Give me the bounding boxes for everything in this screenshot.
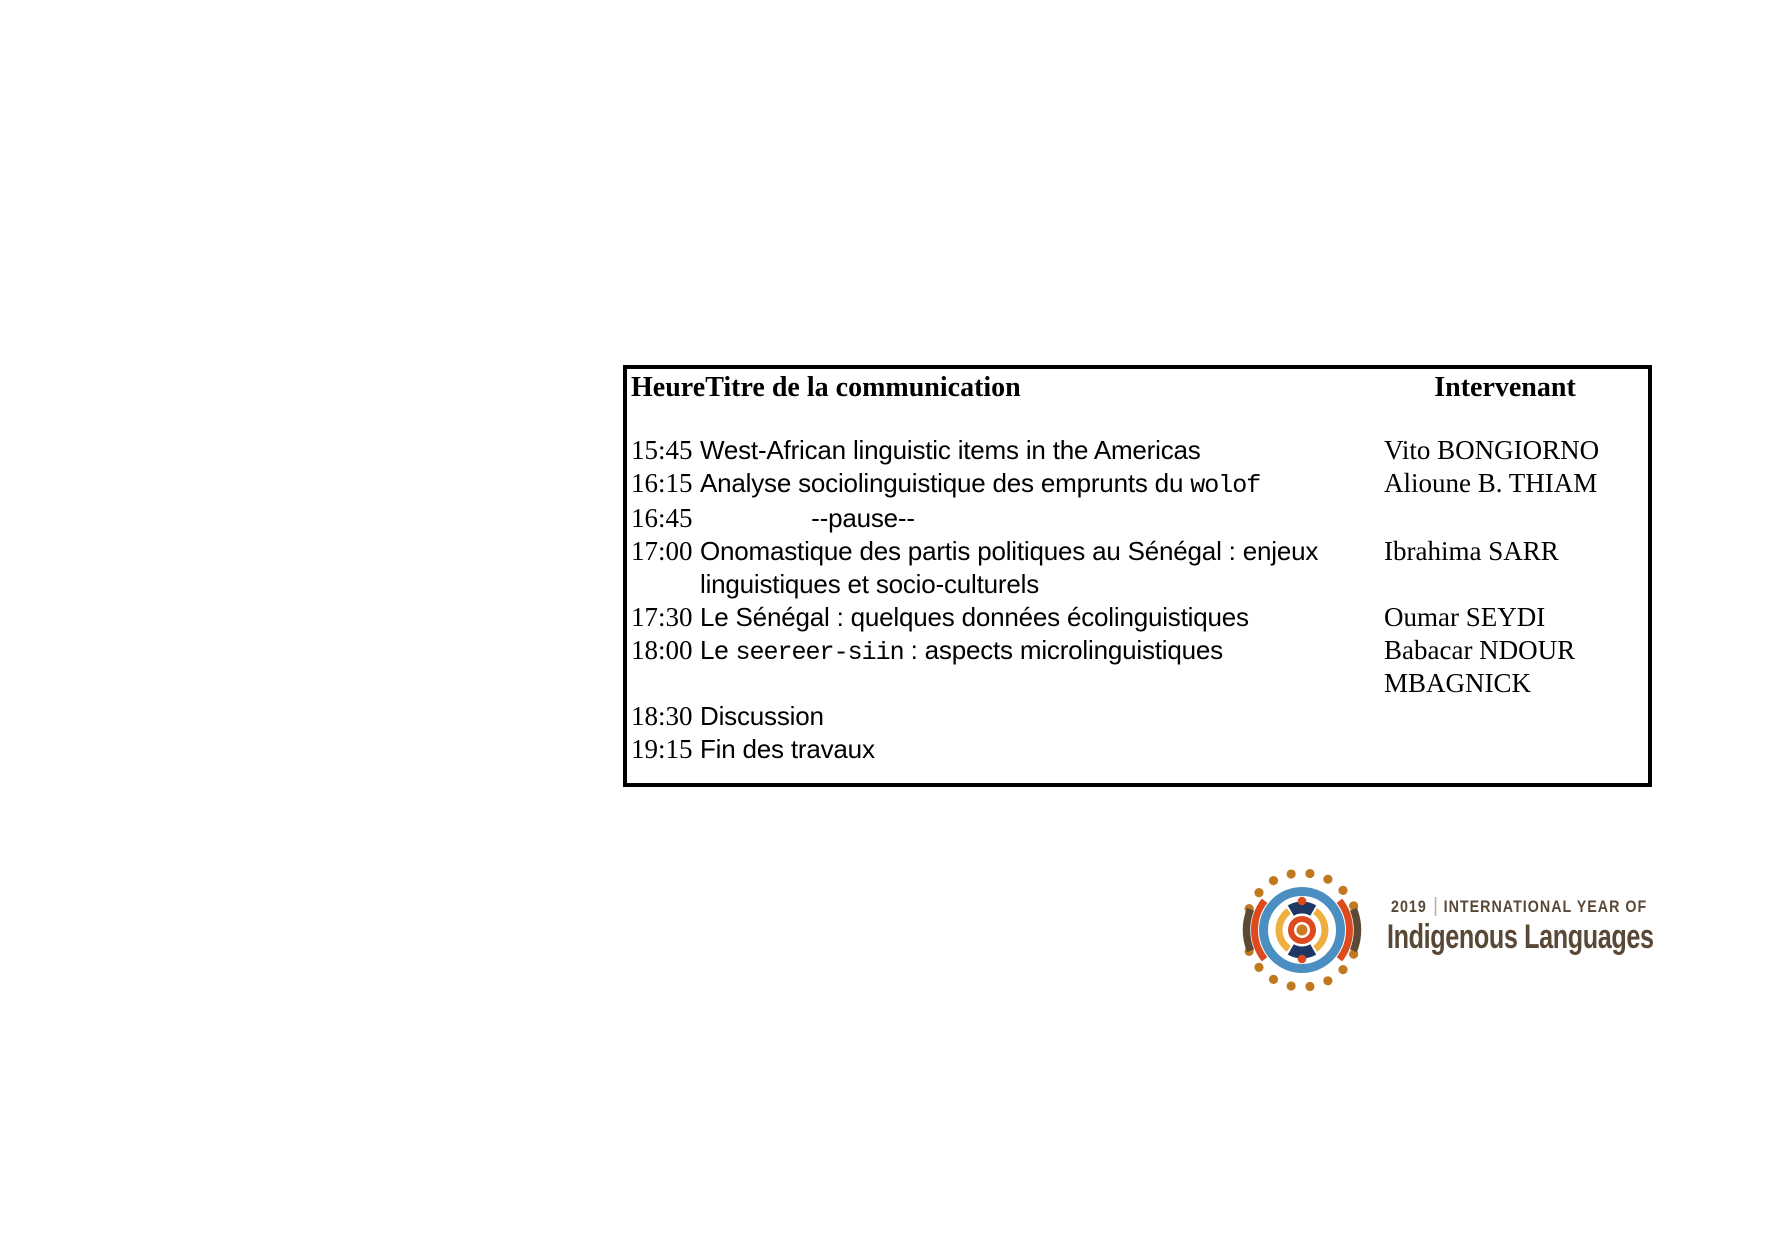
mono-term: wolof (1190, 471, 1261, 500)
talk-title (700, 467, 1384, 502)
talk-title (700, 634, 1384, 669)
pause-label: --pause-- (811, 503, 915, 533)
speaker-name: Vito BONGIORNO (1384, 435, 1600, 465)
speaker-cell (1384, 434, 1648, 467)
talk-title-line2: linguistiques et socio-culturels (700, 569, 1039, 599)
table-row (627, 634, 1648, 700)
speaker-cell (1384, 634, 1648, 700)
title-cell (700, 733, 1384, 766)
logo-international-year-of: INTERNATIONAL YEAR OF (1443, 897, 1648, 916)
time-cell: 18:30 (631, 701, 693, 731)
speaker-cell (1384, 601, 1648, 634)
speaker-name: Ibrahima SARR (1384, 536, 1559, 566)
time-cell: 19:15 (631, 734, 693, 764)
col-header-heure: Heure (631, 372, 706, 403)
time-cell: 16:15 (631, 468, 693, 498)
logo-year: 2019 (1391, 897, 1427, 916)
talk-title: Le Sénégal : quelques données écolinguistiques (700, 602, 1249, 632)
mono-term: seereer-siin (735, 638, 904, 667)
talk-title: Onomastique des partis politiques au Sénégal : enjeux (700, 536, 1319, 566)
table-row (627, 502, 1648, 535)
table-row (627, 434, 1648, 467)
talk-title: Fin des travaux (700, 734, 875, 764)
time-cell: 18:00 (631, 635, 693, 665)
talk-title: Discussion (700, 701, 824, 731)
logo-top-line (1391, 897, 1647, 917)
time-cell: 17:30 (631, 602, 693, 632)
col-header-intervenant-wrap (1384, 372, 1648, 404)
table-row (627, 700, 1648, 733)
speaker-name: Alioune B. THIAM (1384, 468, 1598, 498)
program-table (623, 365, 1652, 787)
speaker-name: Babacar NDOUR (1384, 635, 1576, 665)
title-text: Analyse sociolinguistique des emprunts du (700, 468, 1191, 498)
speaker-cell (1384, 502, 1648, 535)
speaker-name: Oumar SEYDI (1384, 602, 1546, 632)
title-text: Le (700, 635, 736, 665)
table-row (627, 467, 1648, 502)
title-cell (700, 467, 1384, 502)
speaker-cell (1384, 467, 1648, 502)
speaker-cell (1384, 535, 1648, 601)
table-row (627, 733, 1648, 766)
title-text-post: : aspects microlinguistiques (903, 635, 1223, 665)
speaker-name-line2: MBAGNICK (1384, 668, 1532, 698)
talk-title: West-African linguistic items in the Americas (700, 435, 1201, 465)
speaker-cell (1384, 700, 1648, 733)
speaker-cell (1384, 733, 1648, 766)
logo-wordmark: Indigenous Languages (1387, 918, 1654, 956)
logo-separator (1434, 897, 1436, 916)
table-body (627, 434, 1648, 766)
title-cell (700, 634, 1384, 700)
col-header-titre: Titre de la communication (705, 372, 1021, 403)
title-cell (700, 434, 1384, 467)
title-cell (700, 601, 1384, 634)
table-row (627, 535, 1648, 601)
title-cell (700, 502, 1384, 535)
title-cell (700, 700, 1384, 733)
time-cell: 15:45 (631, 435, 693, 465)
col-header-titre-wrap (700, 372, 1384, 404)
indigenous-languages-logo-icon (1238, 866, 1366, 994)
title-cell (700, 535, 1384, 601)
table-row (627, 601, 1648, 634)
time-cell: 17:00 (631, 536, 693, 566)
col-header-intervenant: Intervenant (1434, 372, 1576, 403)
time-cell: 16:45 (631, 503, 693, 533)
table-header-row (627, 372, 1648, 404)
